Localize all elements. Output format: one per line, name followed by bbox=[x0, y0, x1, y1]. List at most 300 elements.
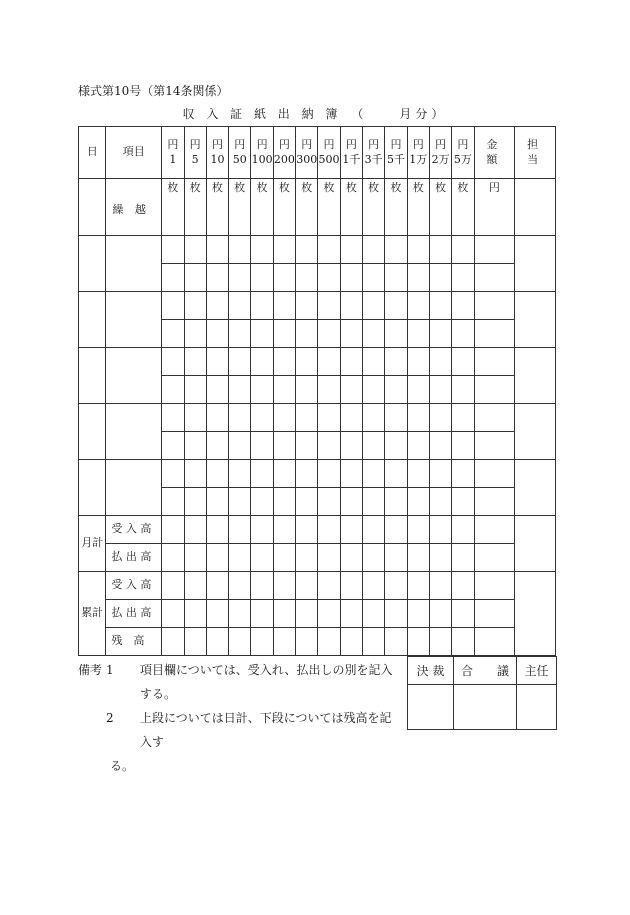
entry-cell[interactable] bbox=[474, 404, 515, 432]
entry-cell[interactable] bbox=[184, 348, 206, 376]
entry-cell[interactable] bbox=[363, 516, 385, 544]
entry-cell[interactable] bbox=[251, 376, 273, 404]
sheet-unit: 枚 bbox=[184, 179, 206, 236]
entry-cell[interactable] bbox=[184, 292, 206, 320]
decision-stamp-cell[interactable] bbox=[408, 685, 454, 730]
entry-cell[interactable] bbox=[452, 460, 474, 488]
entry-cell[interactable] bbox=[162, 516, 184, 544]
entry-cell[interactable] bbox=[385, 460, 407, 488]
entry-cell[interactable] bbox=[206, 628, 228, 656]
denomination-value: 500 bbox=[318, 152, 340, 166]
amount-header: 金 額 bbox=[474, 127, 515, 179]
entry-cell[interactable] bbox=[296, 264, 318, 292]
entry-cell[interactable] bbox=[162, 432, 184, 460]
entry-cell[interactable] bbox=[340, 544, 362, 572]
entry-cell[interactable] bbox=[429, 376, 451, 404]
entry-cell[interactable] bbox=[184, 544, 206, 572]
entry-cell[interactable] bbox=[385, 488, 407, 516]
entry-cell[interactable] bbox=[251, 320, 273, 348]
entry-cell[interactable] bbox=[162, 628, 184, 656]
entry-cell[interactable] bbox=[340, 348, 362, 376]
entry-cell[interactable] bbox=[429, 544, 451, 572]
entry-cell[interactable] bbox=[296, 376, 318, 404]
entry-cell[interactable] bbox=[273, 544, 295, 572]
person-header: 担 当 bbox=[515, 127, 556, 179]
entry-cell[interactable] bbox=[429, 460, 451, 488]
entry-cell[interactable] bbox=[229, 600, 251, 628]
entry-cell[interactable] bbox=[407, 264, 429, 292]
denomination-header bbox=[407, 127, 429, 179]
carry-day-cell[interactable] bbox=[79, 179, 106, 236]
entry-cell[interactable] bbox=[318, 236, 340, 264]
entry-cell[interactable] bbox=[251, 404, 273, 432]
entry-cell[interactable] bbox=[318, 432, 340, 460]
entry-cell[interactable] bbox=[162, 320, 184, 348]
entry-cell[interactable] bbox=[273, 292, 295, 320]
entry-cell[interactable] bbox=[184, 572, 206, 600]
entry-cell[interactable] bbox=[452, 488, 474, 516]
entry-cell[interactable] bbox=[407, 320, 429, 348]
entry-cell[interactable] bbox=[184, 488, 206, 516]
entry-cell[interactable] bbox=[385, 628, 407, 656]
entry-cell[interactable] bbox=[363, 292, 385, 320]
entry-cell[interactable] bbox=[206, 544, 228, 572]
entry-cell[interactable] bbox=[340, 404, 362, 432]
entry-cell[interactable] bbox=[363, 628, 385, 656]
entry-cell[interactable] bbox=[363, 488, 385, 516]
entry-cell[interactable] bbox=[273, 600, 295, 628]
entry-cell[interactable] bbox=[407, 236, 429, 264]
entry-cell[interactable] bbox=[251, 544, 273, 572]
entry-cell[interactable] bbox=[296, 628, 318, 656]
entry-cell[interactable] bbox=[318, 488, 340, 516]
entry-cell[interactable] bbox=[429, 628, 451, 656]
entry-cell[interactable] bbox=[474, 376, 515, 404]
entry-cell[interactable] bbox=[184, 264, 206, 292]
entry-cell[interactable] bbox=[340, 600, 362, 628]
entry-cell[interactable] bbox=[318, 544, 340, 572]
entry-cell[interactable] bbox=[363, 264, 385, 292]
entry-cell[interactable] bbox=[385, 544, 407, 572]
entry-cell[interactable] bbox=[429, 600, 451, 628]
entry-cell[interactable] bbox=[429, 292, 451, 320]
entry-cell[interactable] bbox=[363, 236, 385, 264]
entry-cell[interactable] bbox=[474, 460, 515, 488]
entry-cell[interactable] bbox=[474, 628, 515, 656]
entry-cell[interactable] bbox=[206, 516, 228, 544]
entry-cell[interactable] bbox=[251, 432, 273, 460]
denomination-header bbox=[251, 127, 273, 179]
entry-cell[interactable] bbox=[363, 544, 385, 572]
entry-cell[interactable] bbox=[229, 516, 251, 544]
entry-cell[interactable] bbox=[474, 320, 515, 348]
day-header: 日 bbox=[79, 127, 106, 179]
entry-cell[interactable] bbox=[407, 628, 429, 656]
entry-cell[interactable] bbox=[251, 348, 273, 376]
entry-cell[interactable] bbox=[340, 488, 362, 516]
entry-cell[interactable] bbox=[251, 628, 273, 656]
entry-cell[interactable] bbox=[385, 376, 407, 404]
entry-cell[interactable] bbox=[318, 320, 340, 348]
monthly-total-label: 月計 bbox=[79, 516, 106, 572]
denomination-header bbox=[429, 127, 451, 179]
entry-cell[interactable] bbox=[385, 292, 407, 320]
entry-cell[interactable] bbox=[251, 236, 273, 264]
entry-cell[interactable] bbox=[184, 320, 206, 348]
entry-cell[interactable] bbox=[273, 460, 295, 488]
entry-cell[interactable] bbox=[162, 264, 184, 292]
entry-cell[interactable] bbox=[206, 404, 228, 432]
entry-cell[interactable] bbox=[206, 460, 228, 488]
denomination-header bbox=[363, 127, 385, 179]
entry-cell[interactable] bbox=[363, 348, 385, 376]
entry-cell[interactable] bbox=[474, 432, 515, 460]
denomination-value: 1千 bbox=[342, 152, 361, 166]
entry-cell[interactable] bbox=[162, 376, 184, 404]
entry-cell[interactable] bbox=[407, 544, 429, 572]
entry-cell[interactable] bbox=[363, 460, 385, 488]
entry-cell[interactable] bbox=[452, 572, 474, 600]
day-cell[interactable] bbox=[79, 404, 106, 460]
entry-cell[interactable] bbox=[184, 600, 206, 628]
form-title: 収 入 証 紙 出 納 簿 （ 月分） bbox=[182, 107, 448, 121]
entry-cell[interactable] bbox=[318, 460, 340, 488]
entry-cell[interactable] bbox=[251, 572, 273, 600]
entry-cell[interactable] bbox=[474, 544, 515, 572]
entry-cell[interactable] bbox=[318, 404, 340, 432]
entry-cell[interactable] bbox=[184, 628, 206, 656]
entry-cell[interactable] bbox=[407, 488, 429, 516]
entry-cell[interactable] bbox=[363, 320, 385, 348]
entry-cell[interactable] bbox=[184, 460, 206, 488]
entry-cell[interactable] bbox=[363, 404, 385, 432]
yen-mark: 円 bbox=[390, 137, 402, 151]
entry-cell[interactable] bbox=[407, 348, 429, 376]
entry-cell[interactable] bbox=[229, 572, 251, 600]
entry-cell[interactable] bbox=[273, 516, 295, 544]
entry-cell[interactable] bbox=[363, 572, 385, 600]
yen-mark: 円 bbox=[189, 137, 201, 151]
sheet-unit: 枚 bbox=[429, 179, 451, 236]
entry-cell[interactable] bbox=[229, 544, 251, 572]
entry-cell[interactable] bbox=[429, 264, 451, 292]
denomination-value: 5千 bbox=[386, 152, 405, 166]
entry-cell[interactable] bbox=[385, 432, 407, 460]
entry-cell[interactable] bbox=[407, 516, 429, 544]
entry-cell[interactable] bbox=[318, 572, 340, 600]
entry-cell[interactable] bbox=[206, 292, 228, 320]
paid-label: 払 出 高 bbox=[106, 600, 162, 628]
entry-cell[interactable] bbox=[229, 404, 251, 432]
entry-cell[interactable] bbox=[206, 264, 228, 292]
entry-cell[interactable] bbox=[318, 264, 340, 292]
entry-cell[interactable] bbox=[162, 572, 184, 600]
person-cell[interactable] bbox=[515, 460, 556, 516]
note-text: 項目欄については、受入れ、払出しの別を記入する。 bbox=[140, 663, 393, 701]
sheet-unit: 枚 bbox=[340, 179, 362, 236]
entry-cell[interactable] bbox=[452, 600, 474, 628]
item-cell[interactable] bbox=[106, 292, 162, 348]
day-cell[interactable] bbox=[79, 236, 106, 292]
entry-cell[interactable] bbox=[452, 320, 474, 348]
sheet-unit: 枚 bbox=[229, 179, 251, 236]
consult-stamp-cell[interactable] bbox=[454, 685, 517, 730]
item-header: 項目 bbox=[106, 127, 162, 179]
note-number: 2 bbox=[106, 711, 114, 725]
entry-cell[interactable] bbox=[340, 320, 362, 348]
entry-cell[interactable] bbox=[429, 236, 451, 264]
chief-stamp-cell[interactable] bbox=[517, 685, 557, 730]
entry-cell[interactable] bbox=[206, 572, 228, 600]
entry-cell[interactable] bbox=[407, 292, 429, 320]
entry-cell[interactable] bbox=[429, 488, 451, 516]
entry-cell[interactable] bbox=[340, 516, 362, 544]
entry-cell[interactable] bbox=[229, 236, 251, 264]
entry-cell[interactable] bbox=[452, 404, 474, 432]
entry-cell[interactable] bbox=[385, 264, 407, 292]
sheet-unit: 枚 bbox=[318, 179, 340, 236]
item-cell[interactable] bbox=[106, 236, 162, 292]
entry-cell[interactable] bbox=[184, 376, 206, 404]
entry-cell[interactable] bbox=[273, 348, 295, 376]
entry-cell[interactable] bbox=[318, 376, 340, 404]
entry-cell[interactable] bbox=[206, 236, 228, 264]
entry-cell[interactable] bbox=[429, 320, 451, 348]
denomination-header bbox=[318, 127, 340, 179]
sheet-unit: 枚 bbox=[273, 179, 295, 236]
denomination-value: 50 bbox=[232, 152, 247, 166]
entry-cell[interactable] bbox=[296, 600, 318, 628]
person-cell[interactable] bbox=[515, 516, 556, 572]
entry-cell[interactable] bbox=[162, 292, 184, 320]
entry-cell[interactable] bbox=[229, 348, 251, 376]
entry-cell[interactable] bbox=[385, 320, 407, 348]
person-cell[interactable] bbox=[515, 572, 556, 656]
entry-cell[interactable] bbox=[452, 264, 474, 292]
entry-cell[interactable] bbox=[474, 264, 515, 292]
entry-cell[interactable] bbox=[206, 432, 228, 460]
entry-cell[interactable] bbox=[296, 292, 318, 320]
entry-cell[interactable] bbox=[162, 236, 184, 264]
entry-cell[interactable] bbox=[296, 572, 318, 600]
received-label: 受 入 高 bbox=[106, 516, 162, 544]
denomination-value: 100 bbox=[251, 152, 273, 166]
sheet-unit: 枚 bbox=[452, 179, 474, 236]
entry-cell[interactable] bbox=[251, 292, 273, 320]
entry-cell[interactable] bbox=[162, 404, 184, 432]
entry-cell[interactable] bbox=[407, 404, 429, 432]
entry-cell[interactable] bbox=[407, 572, 429, 600]
entry-cell[interactable] bbox=[474, 292, 515, 320]
entry-cell[interactable] bbox=[340, 460, 362, 488]
entry-cell[interactable] bbox=[452, 348, 474, 376]
entry-cell[interactable] bbox=[206, 320, 228, 348]
entry-cell[interactable] bbox=[363, 432, 385, 460]
notes bbox=[78, 658, 403, 778]
entry-cell[interactable] bbox=[273, 320, 295, 348]
consult-label: 合 議 bbox=[454, 657, 517, 685]
entry-cell[interactable] bbox=[251, 460, 273, 488]
denomination-value: 3千 bbox=[364, 152, 383, 166]
entry-cell[interactable] bbox=[296, 432, 318, 460]
entry-cell[interactable] bbox=[407, 600, 429, 628]
notes-label: 備考 bbox=[78, 663, 103, 677]
item-cell[interactable] bbox=[106, 404, 162, 460]
entry-cell[interactable] bbox=[296, 404, 318, 432]
entry-cell[interactable] bbox=[296, 516, 318, 544]
entry-cell[interactable] bbox=[162, 460, 184, 488]
entry-cell[interactable] bbox=[162, 488, 184, 516]
entry-cell[interactable] bbox=[452, 432, 474, 460]
entry-cell[interactable] bbox=[273, 488, 295, 516]
entry-cell[interactable] bbox=[407, 376, 429, 404]
yen-mark: 円 bbox=[368, 137, 380, 151]
entry-cell[interactable] bbox=[385, 600, 407, 628]
entry-cell[interactable] bbox=[452, 544, 474, 572]
entry-cell[interactable] bbox=[184, 432, 206, 460]
entry-cell[interactable] bbox=[340, 292, 362, 320]
entry-cell[interactable] bbox=[229, 488, 251, 516]
entry-cell[interactable] bbox=[363, 600, 385, 628]
entry-cell[interactable] bbox=[206, 600, 228, 628]
entry-cell[interactable] bbox=[452, 376, 474, 404]
denomination-value: 1万 bbox=[409, 152, 428, 166]
entry-cell[interactable] bbox=[162, 348, 184, 376]
entry-cell[interactable] bbox=[340, 432, 362, 460]
denomination-header bbox=[296, 127, 318, 179]
entry-cell[interactable] bbox=[474, 488, 515, 516]
entry-cell[interactable] bbox=[206, 348, 228, 376]
person-cell[interactable] bbox=[515, 404, 556, 460]
item-cell[interactable] bbox=[106, 460, 162, 516]
yen-mark: 円 bbox=[323, 137, 335, 151]
entry-cell[interactable] bbox=[296, 320, 318, 348]
entry-cell[interactable] bbox=[229, 292, 251, 320]
entry-cell[interactable] bbox=[385, 348, 407, 376]
chief-label: 主任 bbox=[517, 657, 557, 685]
entry-cell[interactable] bbox=[229, 320, 251, 348]
entry-cell[interactable] bbox=[251, 264, 273, 292]
entry-cell[interactable] bbox=[340, 628, 362, 656]
entry-cell[interactable] bbox=[385, 572, 407, 600]
entry-cell[interactable] bbox=[273, 376, 295, 404]
entry-cell[interactable] bbox=[318, 628, 340, 656]
sheet-unit: 枚 bbox=[206, 179, 228, 236]
entry-cell[interactable] bbox=[385, 236, 407, 264]
entry-cell[interactable] bbox=[340, 572, 362, 600]
entry-cell[interactable] bbox=[184, 404, 206, 432]
entry-cell[interactable] bbox=[318, 292, 340, 320]
entry-cell[interactable] bbox=[429, 572, 451, 600]
entry-cell[interactable] bbox=[251, 516, 273, 544]
entry-cell[interactable] bbox=[206, 376, 228, 404]
entry-cell[interactable] bbox=[318, 600, 340, 628]
denomination-value: 5 bbox=[191, 152, 199, 166]
entry-cell[interactable] bbox=[273, 236, 295, 264]
person-cell[interactable] bbox=[515, 179, 556, 236]
entry-cell[interactable] bbox=[340, 264, 362, 292]
entry-cell[interactable] bbox=[318, 348, 340, 376]
entry-cell[interactable] bbox=[474, 572, 515, 600]
entry-cell[interactable] bbox=[407, 460, 429, 488]
entry-cell[interactable] bbox=[273, 432, 295, 460]
sheet-unit: 枚 bbox=[296, 179, 318, 236]
note-2-continuation: る。 bbox=[110, 759, 135, 773]
entry-cell[interactable] bbox=[474, 348, 515, 376]
entry-cell[interactable] bbox=[229, 460, 251, 488]
entry-cell[interactable] bbox=[273, 628, 295, 656]
entry-cell[interactable] bbox=[429, 348, 451, 376]
entry-cell[interactable] bbox=[452, 516, 474, 544]
entry-cell[interactable] bbox=[273, 264, 295, 292]
entry-cell[interactable] bbox=[229, 432, 251, 460]
entry-cell[interactable] bbox=[452, 292, 474, 320]
person-cell[interactable] bbox=[515, 292, 556, 348]
entry-cell[interactable] bbox=[474, 600, 515, 628]
carry-over-label: 繰 越 bbox=[106, 179, 162, 236]
denomination-header bbox=[273, 127, 295, 179]
person-cell[interactable] bbox=[515, 348, 556, 404]
yen-mark: 円 bbox=[457, 137, 469, 151]
entry-cell[interactable] bbox=[162, 600, 184, 628]
entry-cell[interactable] bbox=[162, 544, 184, 572]
entry-cell[interactable] bbox=[429, 516, 451, 544]
entry-cell[interactable] bbox=[184, 516, 206, 544]
entry-cell[interactable] bbox=[296, 460, 318, 488]
day-cell[interactable] bbox=[79, 460, 106, 516]
entry-cell[interactable] bbox=[229, 628, 251, 656]
entry-cell[interactable] bbox=[385, 516, 407, 544]
cumulative-total-label: 累計 bbox=[79, 572, 106, 656]
yen-mark: 円 bbox=[256, 137, 268, 151]
entry-cell[interactable] bbox=[251, 488, 273, 516]
sheet-unit: 枚 bbox=[385, 179, 407, 236]
entry-cell[interactable] bbox=[296, 544, 318, 572]
denomination-value: 1 bbox=[169, 152, 177, 166]
day-cell[interactable] bbox=[79, 348, 106, 404]
entry-cell[interactable] bbox=[229, 376, 251, 404]
day-cell[interactable] bbox=[79, 292, 106, 348]
entry-cell[interactable] bbox=[340, 376, 362, 404]
item-cell[interactable] bbox=[106, 348, 162, 404]
entry-cell[interactable] bbox=[296, 488, 318, 516]
note-1 bbox=[78, 658, 403, 706]
entry-cell[interactable] bbox=[407, 432, 429, 460]
entry-cell[interactable] bbox=[184, 236, 206, 264]
entry-cell[interactable] bbox=[273, 572, 295, 600]
entry-cell[interactable] bbox=[474, 516, 515, 544]
entry-cell[interactable] bbox=[296, 236, 318, 264]
person-cell[interactable] bbox=[515, 236, 556, 292]
entry-cell[interactable] bbox=[385, 404, 407, 432]
entry-cell[interactable] bbox=[251, 600, 273, 628]
entry-cell[interactable] bbox=[229, 264, 251, 292]
entry-cell[interactable] bbox=[429, 404, 451, 432]
entry-cell[interactable] bbox=[206, 488, 228, 516]
entry-cell[interactable] bbox=[340, 236, 362, 264]
entry-cell[interactable] bbox=[474, 236, 515, 264]
entry-cell[interactable] bbox=[452, 628, 474, 656]
entry-cell[interactable] bbox=[296, 348, 318, 376]
denomination-header bbox=[340, 127, 362, 179]
entry-cell[interactable] bbox=[273, 404, 295, 432]
entry-cell[interactable] bbox=[429, 432, 451, 460]
entry-cell[interactable] bbox=[318, 516, 340, 544]
approval-table bbox=[407, 656, 557, 730]
entry-cell[interactable] bbox=[452, 236, 474, 264]
entry-cell[interactable] bbox=[363, 376, 385, 404]
yen-mark: 円 bbox=[278, 137, 290, 151]
